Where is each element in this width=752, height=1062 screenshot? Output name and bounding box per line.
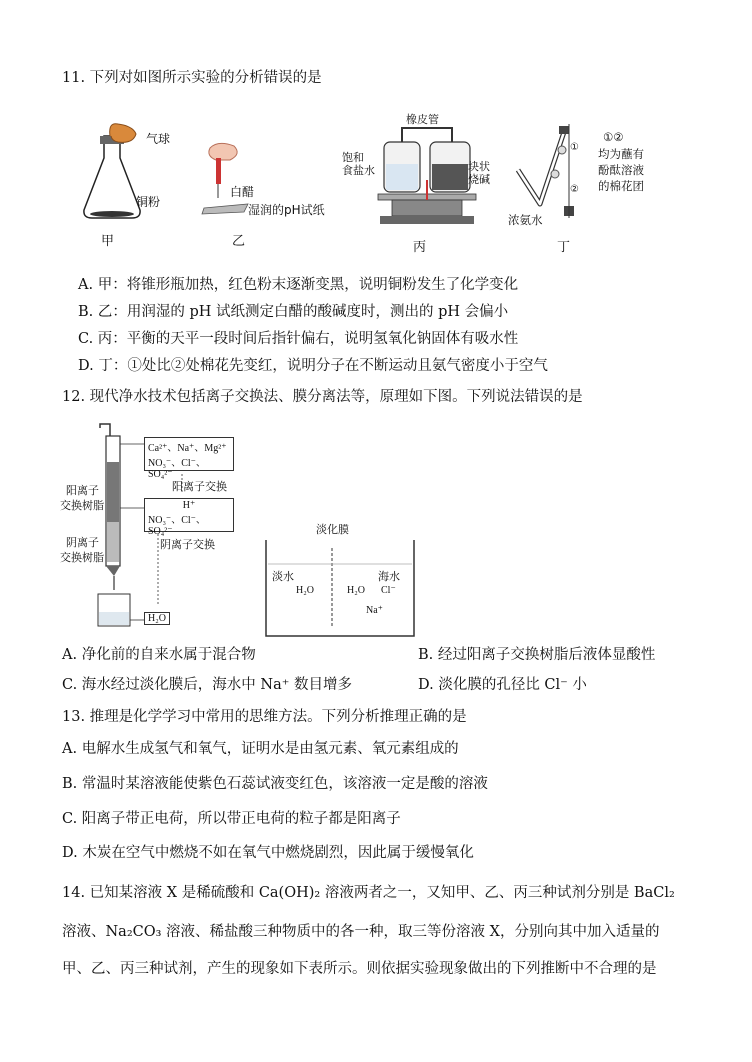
label-cl-ion: Cl⁻ (381, 585, 396, 596)
q11-stem: 11. 下列对如图所示实验的分析错误的是 (62, 70, 322, 86)
q13-option-d: D. 木炭在空气中燃烧不如在氧气中燃烧剧烈，因此属于缓慢氧化 (62, 845, 474, 861)
label-ph-paper: 湿润的pH试纸 (248, 203, 325, 217)
label-note3: 的棉花团 (598, 179, 644, 193)
q11-option-d: D. 丁：①处比②处棉花先变红，说明分子在不断运动且氨气密度小于空气 (78, 358, 548, 374)
ion-box-before-line2: NO₃⁻、Cl⁻、SO₄²⁻ (148, 458, 206, 480)
ion-box-before (144, 437, 234, 480)
label-note1: 均为蘸有 (598, 147, 644, 161)
label-anion-resin-2: 交换树脂 (60, 551, 104, 564)
fig-bing-balance (372, 120, 482, 235)
label-caustic-soda: 块状 烧碱 (468, 160, 490, 186)
q11-option-c: C. 丙：平衡的天平一段时间后指针偏右，说明氢氧化钠固体有吸水性 (78, 331, 519, 347)
q14-line-2: 溶液、Na₂CO₃ 溶液、稀盐酸三种物质中的各一种，取三等份溶液 X，分别向其中加入适量的 (62, 924, 660, 940)
q13-option-c: C. 阳离子带正电荷，所以带正电荷的粒子都是阳离子 (62, 811, 401, 827)
q13-option-a: A. 电解水生成氢气和氧气，证明水是由氢元素、氧元素组成的 (62, 741, 459, 757)
label-balloon: 气球 (146, 132, 171, 146)
label-cation-resin-2: 交换树脂 (60, 499, 104, 512)
label-fresh-water: 淡水 (272, 570, 294, 583)
label-h2o-left: H₂O (296, 585, 314, 596)
label-copper-powder: 铜粉 (136, 195, 161, 209)
label-note2: 酚酞溶液 (598, 163, 644, 177)
label-membrane: 淡化膜 (316, 523, 349, 536)
ion-box-before-line1: Ca²⁺、Na⁺、Mg²⁺ (148, 443, 227, 454)
ion-box-after-line2: NO₃⁻、Cl⁻、SO₄²⁻ (148, 515, 206, 537)
label-anion-resin-1: 阴离子 (66, 536, 99, 549)
q12-option-d: D. 淡化膜的孔径比 Cl⁻ 小 (418, 677, 587, 693)
fig-label-bing: 丙 (413, 240, 427, 255)
label-na-ion: Na⁺ (366, 605, 383, 616)
ion-box-after (144, 498, 234, 537)
q12-option-a: A. 净化前的自来水属于混合物 (62, 647, 256, 663)
q14-line-3: 甲、乙、丙三种试剂，产生的现象如下表所示。则依据实验现象做出的下列推断中不合理的是 (62, 961, 657, 977)
q12-stem: 12. 现代净水技术包括离子交换法、膜分离法等，原理如下图。下列说法错误的是 (62, 389, 583, 405)
label-point1: ① (570, 142, 579, 153)
label-marks: ①② (603, 130, 624, 144)
q11-option-a: A. 甲：将锥形瓶加热，红色粉末逐渐变黑，说明铜粉发生了化学变化 (78, 277, 519, 293)
q11-option-b: B. 乙：用润湿的 pH 试纸测定白醋的酸碱度时，测出的 pH 会偏小 (78, 304, 509, 320)
label-sea-water: 海水 (378, 570, 400, 583)
label-h2o-right: H₂O (347, 585, 365, 596)
q12-option-b: B. 经过阳离子交换树脂后液体显酸性 (418, 647, 656, 663)
q12-option-c: C. 海水经过淡化膜后，海水中 Na⁺ 数目增多 (62, 677, 352, 693)
label-rubber-tube: 橡皮管 (406, 113, 439, 126)
label-anion-exchange: 阴离子交换 (160, 538, 215, 551)
label-cation-resin-1: 阳离子 (66, 484, 99, 497)
water-output-box: H₂O (144, 612, 170, 625)
label-brine: 饱和 食盐水 (342, 151, 375, 177)
label-cation-exchange: 阳离子交换 (172, 480, 227, 493)
ion-box-after-line1: H⁺ (182, 500, 196, 511)
label-point2: ② (570, 184, 579, 195)
q14-line-1: 14. 已知某溶液 X 是稀硫酸和 Ca(OH)₂ 溶液两者之一，又知甲、乙、丙三种试剂分别是 BaCl₂ (62, 885, 675, 901)
q13-stem: 13. 推理是化学学习中常用的思维方法。下列分析推理正确的是 (62, 709, 467, 725)
fig-label-ding: 丁 (557, 240, 571, 255)
q13-option-b: B. 常温时某溶液能使紫色石蕊试液变红色，该溶液一定是酸的溶液 (62, 776, 488, 792)
fig-ding-vtube (512, 122, 582, 222)
fig-label-jia: 甲 (101, 234, 115, 249)
label-vinegar: 白醋 (230, 185, 255, 199)
fig-label-yi: 乙 (232, 234, 246, 249)
label-ammonia: 浓氨水 (508, 213, 543, 227)
